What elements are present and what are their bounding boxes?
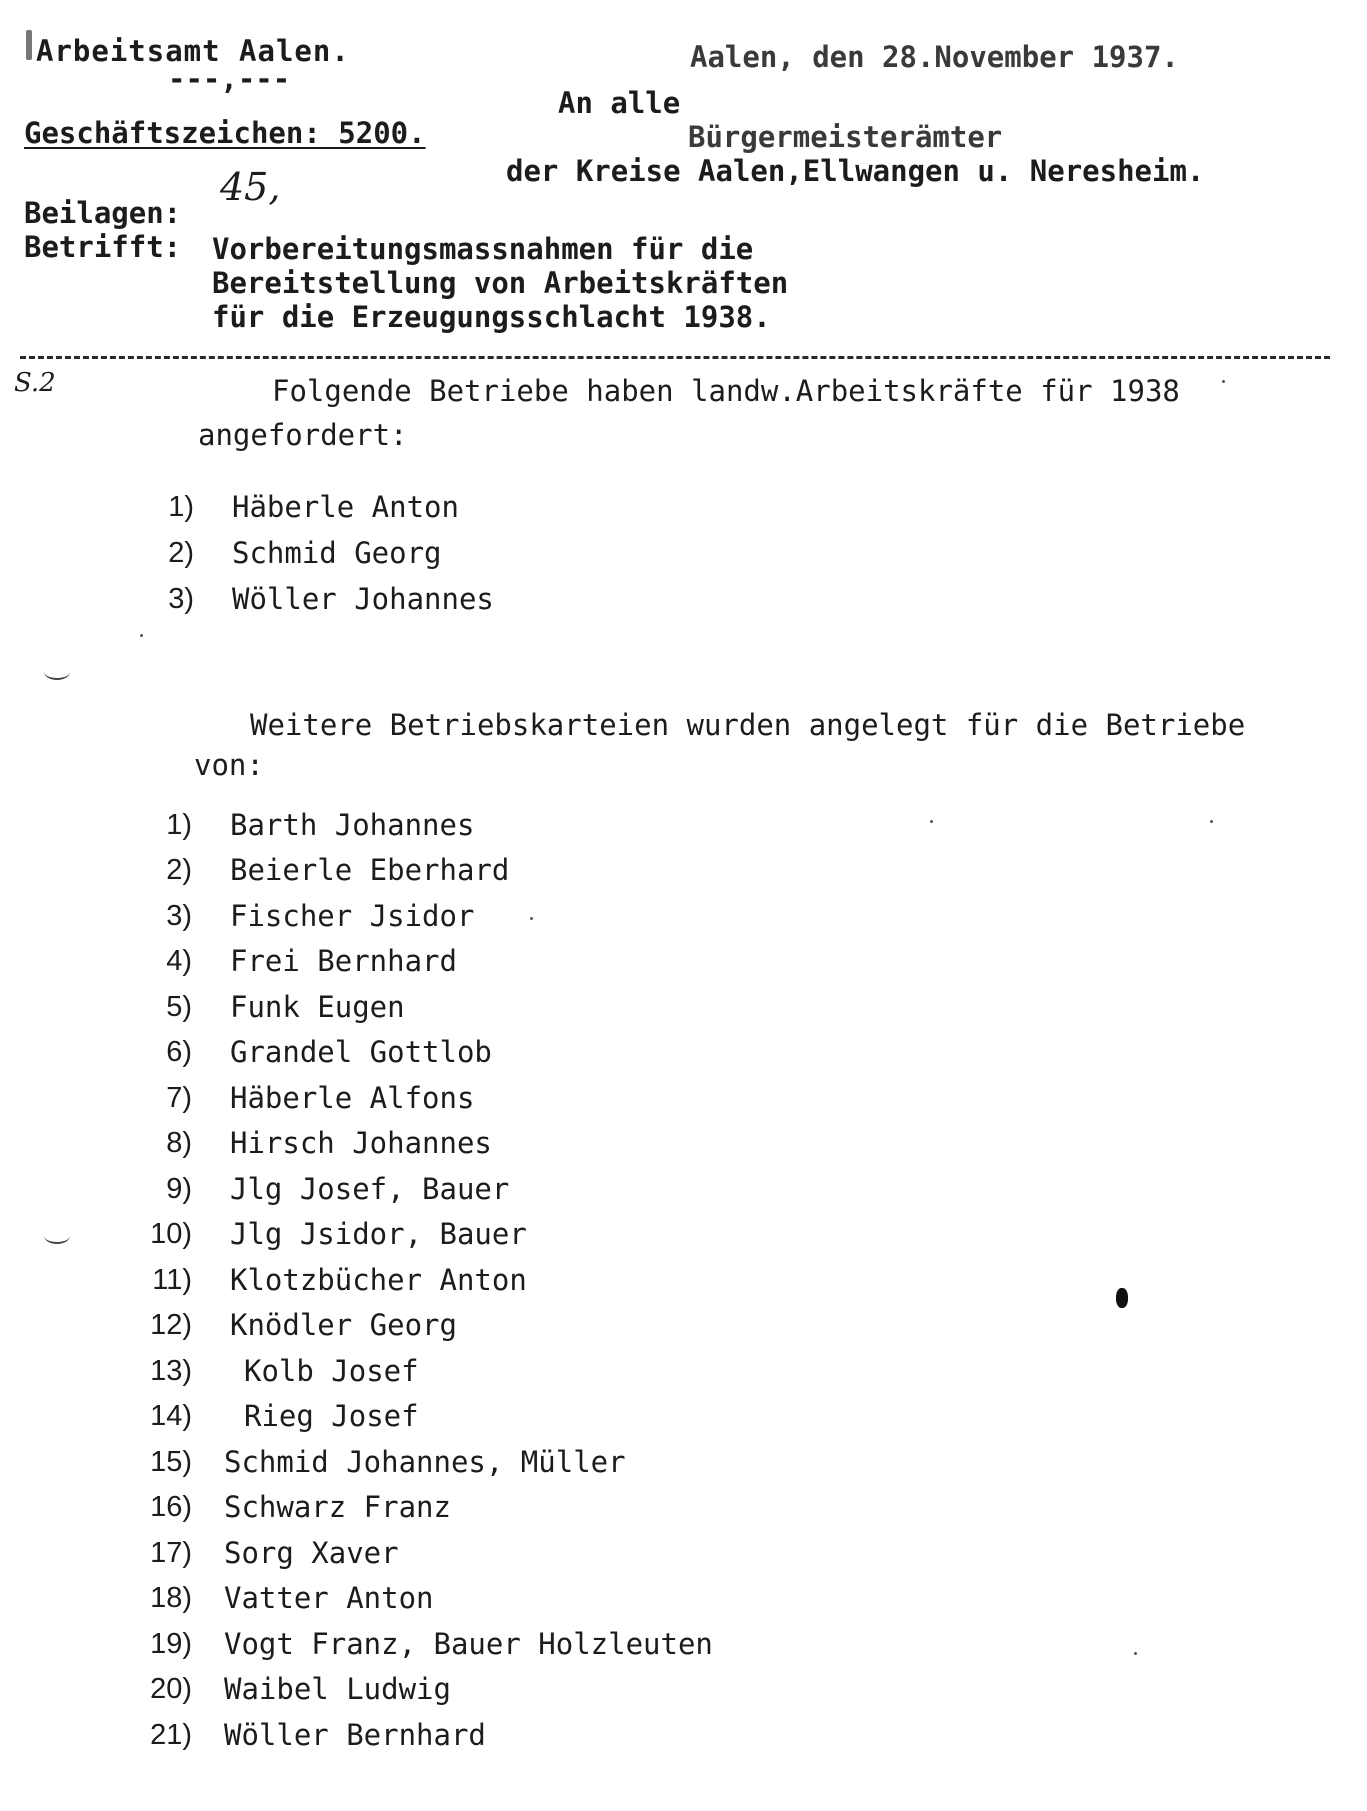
list-item-number: 18) xyxy=(150,1582,192,1614)
section2-intro-line-1: Weitere Betriebskarteien wurden angelegt für die Betriebe xyxy=(250,708,1246,742)
reference-number: Geschäftszeichen: 5200. xyxy=(24,116,426,150)
list-item: Häberle Anton xyxy=(232,490,459,524)
list-item: Vogt Franz, Bauer Holzleuten xyxy=(224,1627,713,1661)
list-item: Funk Eugen xyxy=(230,990,405,1024)
list-item: Wöller Bernhard xyxy=(224,1718,486,1752)
list-item-number: 3) xyxy=(166,900,192,932)
list-item: Schmid Georg xyxy=(232,536,442,570)
list-item: Hirsch Johannes xyxy=(230,1126,492,1160)
list-item: Barth Johannes xyxy=(230,808,475,842)
section1-intro-line-2: angefordert: xyxy=(198,418,408,452)
punch-hole-mark-lower xyxy=(44,1228,70,1244)
office-name: Arbeitsamt Aalen. xyxy=(36,34,350,68)
list-item-number: 5) xyxy=(166,991,192,1023)
list-item: Klotzbücher Anton xyxy=(230,1263,527,1297)
list-item: Knödler Georg xyxy=(230,1308,457,1342)
list-item: Sorg Xaver xyxy=(224,1536,399,1570)
list-item-number: 2) xyxy=(166,854,192,886)
list-item-number: 6) xyxy=(166,1036,192,1068)
list-item-number: 21) xyxy=(150,1719,192,1751)
recipient-line-1: An alle xyxy=(558,86,681,120)
list-item-number: 1) xyxy=(168,491,194,523)
subject-label: Betrifft: xyxy=(24,230,182,264)
list-item-number: 1) xyxy=(166,809,192,841)
list-item: Waibel Ludwig xyxy=(224,1672,451,1706)
list-item: Häberle Alfons xyxy=(230,1081,475,1115)
punch-hole-mark-upper xyxy=(44,664,70,680)
subject-line-3: für die Erzeugungsschlacht 1938. xyxy=(212,300,771,334)
date-line: Aalen, den 28.November 1937. xyxy=(690,40,1179,74)
section2-intro-line-2: von: xyxy=(194,748,264,782)
list-item: Jlg Jsidor, Bauer xyxy=(230,1217,527,1251)
section1-intro-line-1: Folgende Betriebe haben landw.Arbeitskräfte für 1938 xyxy=(272,374,1180,408)
list-item: Kolb Josef xyxy=(244,1354,419,1388)
enclosures-label: Beilagen: xyxy=(24,196,182,230)
list-item-number: 14) xyxy=(150,1400,192,1432)
list-item-number: 11) xyxy=(152,1264,192,1296)
list-item-number: 10) xyxy=(150,1218,192,1250)
scan-speck xyxy=(26,30,32,60)
list-item: Grandel Gottlob xyxy=(230,1035,492,1069)
list-item-number: 16) xyxy=(150,1491,192,1523)
ink-blot xyxy=(1116,1288,1128,1308)
list-item-number: 12) xyxy=(150,1309,192,1341)
scan-speck xyxy=(1210,820,1213,823)
list-item: Schwarz Franz xyxy=(224,1490,451,1524)
list-item-number: 17) xyxy=(150,1537,192,1569)
list-item-number: 2) xyxy=(168,537,194,569)
scan-speck xyxy=(930,820,933,823)
list-item-number: 7) xyxy=(166,1082,192,1114)
list-item-number: 9) xyxy=(166,1173,192,1205)
list-item-number: 20) xyxy=(150,1673,192,1705)
recipient-line-2: Bürgermeisterämter xyxy=(688,120,1003,154)
list-item-number: 4) xyxy=(166,945,192,977)
page-marker-handwritten: S.2 xyxy=(14,368,56,398)
list-item: Vatter Anton xyxy=(224,1581,434,1615)
list-item-number: 3) xyxy=(168,583,194,615)
list-item: Frei Bernhard xyxy=(230,944,457,978)
list-item-number: 15) xyxy=(150,1446,192,1478)
list-item: Fischer Jsidor xyxy=(230,899,475,933)
scan-speck xyxy=(530,917,533,920)
list-item: Beierle Eberhard xyxy=(230,853,510,887)
list-item-number: 8) xyxy=(166,1127,192,1159)
list-item-number: 13) xyxy=(150,1355,192,1387)
list-item: Schmid Johannes, Müller xyxy=(224,1445,626,1479)
scan-speck xyxy=(140,634,143,637)
subject-line-1: Vorbereitungsmassnahmen für die xyxy=(212,232,754,266)
list-item-number: 19) xyxy=(150,1628,192,1660)
list-item: Wöller Johannes xyxy=(232,582,494,616)
subject-line-2: Bereitstellung von Arbeitskräften xyxy=(212,266,789,300)
list-item: Jlg Josef, Bauer xyxy=(230,1172,510,1206)
office-name-underline: ---,--- xyxy=(168,62,291,96)
header-divider xyxy=(20,356,1330,359)
scan-speck xyxy=(1222,380,1225,383)
enclosures-handwritten-value: 45, xyxy=(220,165,281,209)
recipient-line-3: der Kreise Aalen,Ellwangen u. Neresheim. xyxy=(506,154,1205,188)
scan-speck xyxy=(1134,1652,1137,1655)
list-item: Rieg Josef xyxy=(244,1399,419,1433)
